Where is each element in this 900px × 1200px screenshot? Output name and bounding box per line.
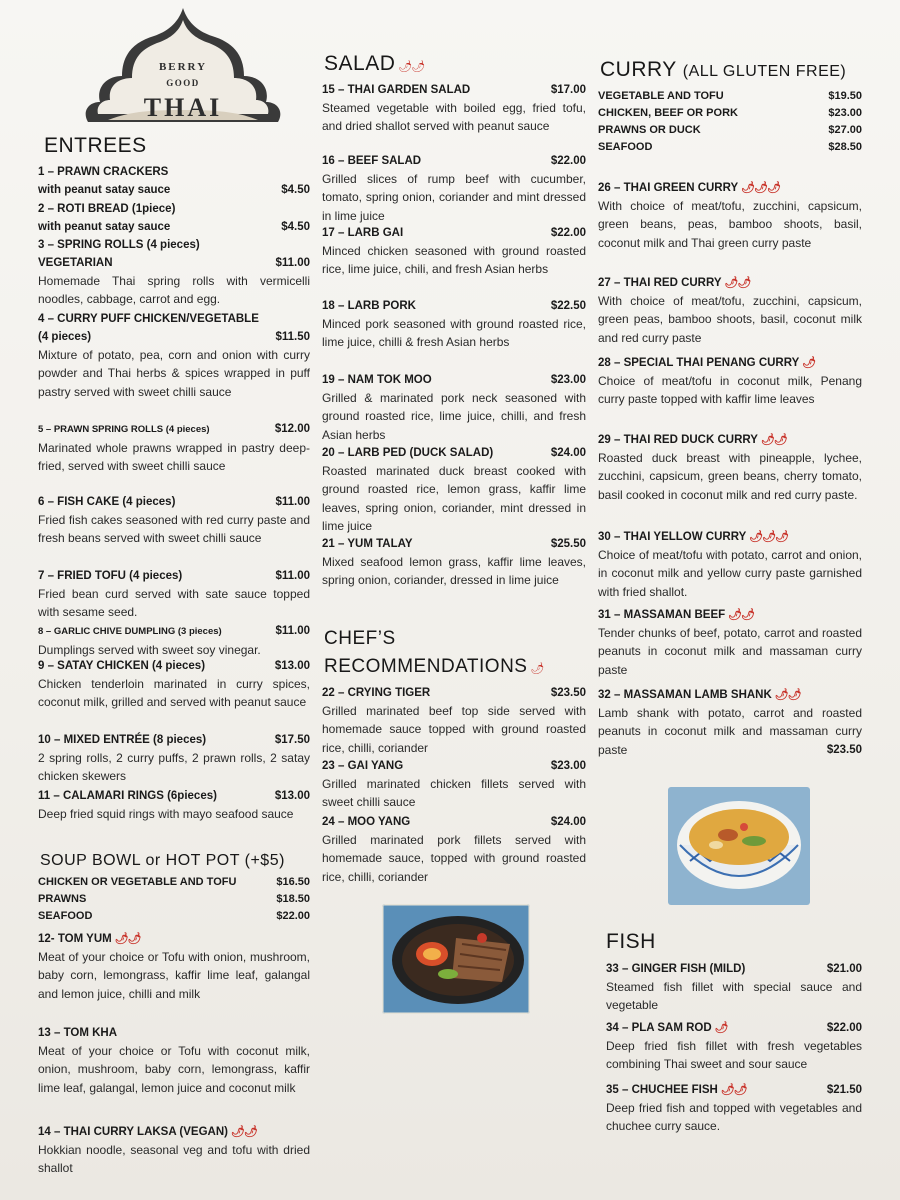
chili-pepper-icon: 🌶🌶 bbox=[774, 689, 801, 701]
chili-pepper-icon: 🌶 bbox=[714, 1022, 728, 1034]
soup-option-row: CHICKEN OR VEGETABLE AND TOFU $16.50 bbox=[38, 876, 310, 888]
item-price: $22.00 bbox=[826, 1022, 862, 1034]
item-name: 32 – MASSAMAN LAMB SHANK bbox=[598, 689, 772, 701]
curry-option-row: CHICKEN, BEEF OR PORK $23.00 bbox=[598, 107, 862, 119]
item-subline: VEGETARIAN bbox=[38, 257, 113, 269]
item-description: Marinated whole prawns wrapped in pastry deep-fried, served with sweet chilli sauce bbox=[38, 441, 310, 474]
fish-item-34 bbox=[606, 1019, 862, 1074]
item-description: Homemade Thai spring rolls with vermicelli noodles, cabbage, carrot and egg. bbox=[38, 274, 310, 307]
item-name: 6 – FISH CAKE (4 pieces) bbox=[38, 496, 176, 508]
item-price: $21.50 bbox=[826, 1084, 862, 1096]
item-name: 28 – SPECIAL THAI PENANG CURRY bbox=[598, 357, 800, 369]
item-description: Deep fried fish and topped with vegetables and chuchee curry sauce. bbox=[606, 1101, 862, 1134]
curry-price-options bbox=[598, 88, 862, 156]
item-price: $12.00 bbox=[274, 423, 310, 435]
item-price: $21.00 bbox=[826, 963, 862, 975]
item-name: 24 – MOO YANG bbox=[322, 816, 411, 828]
chili-pepper-icon: 🌶🌶🌶 bbox=[749, 531, 789, 543]
entree-item-1 bbox=[38, 163, 310, 199]
item-description: Hokkian noodle, seasonal veg and tofu with dried shallot bbox=[38, 1143, 310, 1176]
item-price: $13.00 bbox=[274, 790, 310, 802]
item-description: Fried bean curd served with sate sauce topped with sesame seed. bbox=[38, 587, 310, 620]
item-name: 31 – MASSAMAN BEEF bbox=[598, 609, 726, 621]
chili-pepper-icon: 🌶🌶 bbox=[231, 1126, 257, 1138]
soup-item-13 bbox=[38, 1024, 310, 1097]
entree-item-3 bbox=[38, 236, 310, 309]
item-name: 22 – CRYING TIGER bbox=[322, 687, 431, 699]
item-description: Grilled marinated beef top side served with homemade sauce topped with ground roasted rice, chilli, coriander bbox=[322, 704, 586, 755]
item-name: 26 – THAI GREEN CURRY bbox=[598, 182, 739, 194]
item-description: Grilled marinated chicken fillets served with sweet chilli sauce bbox=[322, 777, 586, 810]
salad-item-20 bbox=[322, 444, 586, 535]
chili-pepper-icon: 🌶 bbox=[530, 663, 544, 675]
fish-heading: FISH bbox=[606, 930, 656, 953]
item-description: Tender chunks of beef, potato, carrot and roasted peanuts in coconut milk and massaman curry paste bbox=[598, 626, 862, 677]
curry-item-27 bbox=[598, 274, 862, 347]
item-description: Dumplings served with sweet soy vinegar. bbox=[38, 643, 261, 657]
item-description: Mixed seafood lemon grass, kaffir lime leaves, spring onion, coriander, dressed in lime juice bbox=[322, 555, 586, 588]
salad-item-16 bbox=[322, 152, 586, 225]
curry-item-28 bbox=[598, 354, 862, 409]
entree-item-5 bbox=[38, 420, 310, 476]
curry-bowl-photo bbox=[668, 787, 810, 905]
curry-option-row: SEAFOOD $28.50 bbox=[598, 141, 862, 153]
chili-pepper-icon: 🌶🌶 bbox=[398, 61, 425, 73]
item-name: 3 – SPRING ROLLS (4 pieces) bbox=[38, 239, 200, 251]
salad-item-19 bbox=[322, 371, 586, 444]
item-description: Steamed vegetable with boiled egg, fried tofu, and dried shallot served with peanut sauce bbox=[322, 101, 586, 134]
curry-option-row: PRAWNS OR DUCK $27.00 bbox=[598, 124, 862, 136]
salad-item-21 bbox=[322, 535, 586, 590]
item-description: Grilled marinated pork fillets served with homemade sauce, topped with ground roasted rice, chilli, coriander bbox=[322, 833, 586, 884]
logo-word-thai: THAI bbox=[143, 93, 223, 122]
item-description: Steamed fish fillet with special sauce and vegetable bbox=[606, 980, 862, 1013]
item-price: $23.00 bbox=[550, 374, 586, 386]
item-name: 11 – CALAMARI RINGS (6pieces) bbox=[38, 790, 217, 802]
item-name: 16 – BEEF SALAD bbox=[322, 155, 422, 167]
chili-pepper-icon: 🌶 bbox=[802, 357, 816, 369]
item-description: Grilled slices of rump beef with cucumber, tomato, spring onion, coriander and mint dressed in lime juice bbox=[322, 172, 586, 223]
item-description: Chicken tenderloin marinated in curry spices, coconut milk, grilled and served with peanut sauce bbox=[38, 677, 310, 710]
sizzling-plate-photo bbox=[382, 904, 530, 1014]
item-name: 27 – THAI RED CURRY bbox=[598, 277, 722, 289]
item-price: $4.50 bbox=[281, 221, 310, 233]
item-description: Roasted marinated duck breast cooked with ground roasted rice, lemon grass, kaffir lime leaves, spring onion, coriander, mint dressed in lime juice bbox=[322, 464, 586, 533]
item-price: $11.50 bbox=[275, 331, 310, 343]
item-price: $17.50 bbox=[274, 734, 310, 746]
chili-pepper-icon: 🌶🌶 bbox=[724, 277, 751, 289]
chili-pepper-icon: 🌶🌶🌶 bbox=[741, 182, 781, 194]
item-description: Lamb shank with potato, carrot and roasted peanuts in coconut milk and massaman curry paste bbox=[598, 706, 862, 757]
item-name: 7 – FRIED TOFU (4 pieces) bbox=[38, 570, 183, 582]
item-description: Grilled & marinated pork neck seasoned with ground roasted rice, lime juice, chilli, and fresh Asian herbs bbox=[322, 391, 586, 442]
item-name: 15 – THAI GARDEN SALAD bbox=[322, 84, 471, 96]
chili-pepper-icon: 🌶🌶 bbox=[114, 933, 141, 945]
item-description: Meat of your choice or Tofu with coconut milk, onion, mushroom, baby corn, lemongrass, kaffir lime leaf, galangal, lemon juice and coconut milk bbox=[38, 1044, 310, 1095]
item-price: $25.50 bbox=[550, 538, 586, 550]
fish-item-33 bbox=[606, 960, 862, 1015]
item-price: $11.00 bbox=[275, 496, 310, 508]
item-price: $22.00 bbox=[550, 155, 586, 167]
entree-item-10 bbox=[38, 731, 310, 786]
fish-item-35 bbox=[606, 1081, 862, 1136]
berry-good-thai-logo bbox=[78, 6, 288, 128]
entree-item-8 bbox=[38, 622, 310, 659]
item-price: $24.00 bbox=[550, 816, 586, 828]
item-price: $23.50 bbox=[826, 743, 862, 756]
item-name: 12- TOM YUM bbox=[38, 933, 112, 945]
item-name: 1 – PRAWN CRACKERS bbox=[38, 166, 169, 178]
item-name: 5 – PRAWN SPRING ROLLS (4 pieces) bbox=[38, 424, 210, 435]
soup-heading: SOUP BOWL or HOT POT (+$5) bbox=[40, 852, 285, 869]
item-name: 10 – MIXED ENTRÉE (8 pieces) bbox=[38, 734, 207, 746]
entree-item-7 bbox=[38, 567, 310, 622]
chili-pepper-icon: 🌶🌶 bbox=[720, 1084, 747, 1096]
item-name: 29 – THAI RED DUCK CURRY bbox=[598, 434, 758, 446]
item-description: Minced chicken seasoned with ground roasted rice, lime juice, chili, and fresh Asian herbs bbox=[322, 244, 586, 277]
curry-option-row: VEGETABLE AND TOFU $19.50 bbox=[598, 90, 862, 102]
curry-item-32 bbox=[598, 686, 862, 759]
item-subline: with peanut satay sauce bbox=[38, 184, 171, 196]
item-description: Roasted duck breast with pineapple, lychee, zucchini, capsicum, green beans, cherry tomato, basil cooked in coconut milk and red curry paste. bbox=[598, 451, 862, 502]
item-subline: with peanut satay sauce bbox=[38, 221, 171, 233]
item-price: $22.00 bbox=[550, 227, 586, 239]
entree-item-4 bbox=[38, 310, 310, 401]
item-name: 21 – YUM TALAY bbox=[322, 538, 413, 550]
item-description: With choice of meat/tofu, zucchini, capsicum, green beans, peas, bamboo shoots, basil, coconut milk and Thai green curry paste bbox=[598, 199, 862, 250]
chefs-item-24 bbox=[322, 813, 586, 886]
soup-price-options bbox=[38, 874, 310, 925]
item-description: Fried fish cakes seasoned with red curry paste and fresh beans served with sweet chilli sauce bbox=[38, 513, 310, 546]
curry-heading: CURRY (ALL GLUTEN FREE) bbox=[600, 58, 847, 81]
chili-pepper-icon: 🌶🌶 bbox=[760, 434, 787, 446]
item-name: 9 – SATAY CHICKEN (4 pieces) bbox=[38, 660, 206, 672]
item-description: Meat of your choice or Tofu with onion, mushroom, baby corn, lemongrass, kaffir lime leaf, galangal and lemon juice, chilli and milk bbox=[38, 950, 310, 1001]
item-name: 23 – GAI YANG bbox=[322, 760, 404, 772]
chefs-heading-line2: RECOMMENDATIONS 🌶 bbox=[324, 656, 544, 677]
item-subline: (4 pieces) bbox=[38, 331, 92, 343]
item-price: $11.00 bbox=[275, 625, 310, 637]
item-name: 2 – ROTI BREAD (1piece) bbox=[38, 203, 176, 215]
item-description: Minced pork seasoned with ground roasted rice, lime juice, chilli & fresh Asian herbs bbox=[322, 317, 586, 350]
item-name: 33 – GINGER FISH (MILD) bbox=[606, 963, 746, 975]
salad-item-18 bbox=[322, 297, 586, 352]
item-name: 18 – LARB PORK bbox=[322, 300, 416, 312]
item-name: 35 – CHUCHEE FISH bbox=[606, 1084, 718, 1096]
item-description: Choice of meat/tofu with potato, carrot and onion, in coconut milk and yellow curry paste garnished with fried shallot. bbox=[598, 548, 862, 599]
logo-word-berry: BERRY bbox=[158, 61, 208, 73]
soup-item-14 bbox=[38, 1123, 310, 1178]
item-description: With choice of meat/tofu, zucchini, capsicum, green peas, bamboo shoots, basil, coconut milk and red curry paste bbox=[598, 294, 862, 345]
entree-item-2 bbox=[38, 200, 310, 236]
chili-pepper-icon: 🌶🌶 bbox=[728, 609, 755, 621]
item-name: 20 – LARB PED (DUCK SALAD) bbox=[322, 447, 494, 459]
item-description: 2 spring rolls, 2 curry puffs, 2 prawn rolls, 2 satay chicken skewers bbox=[38, 751, 310, 784]
item-name: 17 – LARB GAI bbox=[322, 227, 404, 239]
salad-item-15 bbox=[322, 81, 586, 136]
item-price: $24.00 bbox=[550, 447, 586, 459]
item-description: Deep fried fish fillet with fresh vegetables combining Thai sweet and sour sauce bbox=[606, 1039, 862, 1072]
soup-item-12 bbox=[38, 930, 310, 1003]
item-price: $13.00 bbox=[274, 660, 310, 672]
salad-heading: SALAD 🌶🌶 bbox=[324, 52, 425, 75]
curry-item-29 bbox=[598, 431, 862, 504]
item-price: $17.00 bbox=[550, 84, 586, 96]
soup-option-row: SEAFOOD $22.00 bbox=[38, 910, 310, 922]
item-name: 30 – THAI YELLOW CURRY bbox=[598, 531, 747, 543]
item-description: Choice of meat/tofu in coconut milk, Penang curry paste topped with kaffir lime leaves bbox=[598, 374, 862, 407]
chefs-item-22 bbox=[322, 684, 586, 757]
entree-item-6 bbox=[38, 493, 310, 548]
entree-item-11 bbox=[38, 787, 310, 823]
item-price: $11.00 bbox=[275, 257, 310, 269]
curry-item-26 bbox=[598, 179, 862, 252]
item-price: $22.50 bbox=[550, 300, 586, 312]
item-price: $4.50 bbox=[281, 184, 310, 196]
curry-item-31 bbox=[598, 606, 862, 679]
item-price: $23.00 bbox=[550, 760, 586, 772]
item-description: Mixture of potato, pea, corn and onion with curry powder and Thai herbs & spices wrapped in puff pastry served with sweet chilli sauce bbox=[38, 348, 310, 399]
item-price: $23.50 bbox=[550, 687, 586, 699]
chefs-item-23 bbox=[322, 757, 586, 812]
item-price: $11.00 bbox=[275, 570, 310, 582]
soup-option-row: PRAWNS $18.50 bbox=[38, 893, 310, 905]
item-name: 34 – PLA SAM ROD bbox=[606, 1022, 712, 1034]
item-name: 14 – THAI CURRY LAKSA (VEGAN) bbox=[38, 1126, 228, 1138]
item-name: 8 – GARLIC CHIVE DUMPLING (3 pieces) bbox=[38, 626, 222, 637]
item-description: Deep fried squid rings with mayo seafood sauce bbox=[38, 807, 294, 821]
item-name: 19 – NAM TOK MOO bbox=[322, 374, 432, 386]
entree-item-9 bbox=[38, 657, 310, 712]
salad-item-17 bbox=[322, 224, 586, 279]
item-name: 4 – CURRY PUFF CHICKEN/VEGETABLE bbox=[38, 313, 259, 325]
logo-word-good: GOOD bbox=[166, 78, 200, 88]
item-name: 13 – TOM KHA bbox=[38, 1027, 118, 1039]
curry-item-30 bbox=[598, 528, 862, 601]
entrees-heading: ENTREES bbox=[44, 134, 147, 157]
chefs-heading-line1: CHEF’S bbox=[324, 628, 396, 649]
